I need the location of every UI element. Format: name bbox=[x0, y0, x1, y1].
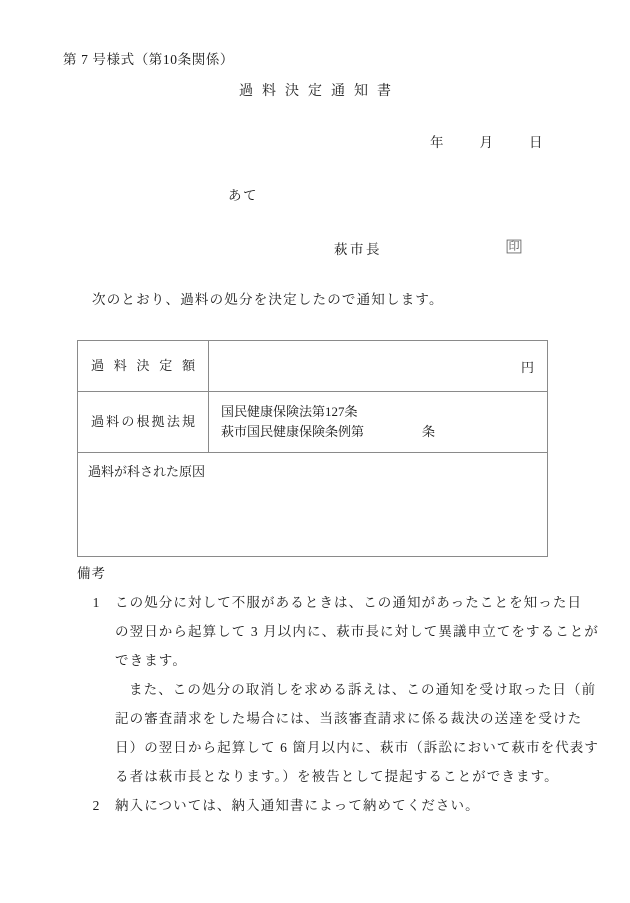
table-row-amount bbox=[78, 341, 548, 392]
legal-basis-label-cell bbox=[78, 392, 209, 453]
lead-sentence: 次のとおり、過料の処分を決定したので通知します。 bbox=[92, 292, 444, 307]
notes-section bbox=[77, 562, 599, 820]
amount-label-cell bbox=[78, 341, 209, 392]
note-item bbox=[77, 588, 599, 791]
legal-basis-line-1: 国民健康保険法第127条 bbox=[221, 403, 358, 419]
notes-heading: 備考 bbox=[77, 566, 106, 581]
note-number: 2 bbox=[92, 798, 100, 813]
table-row-reason bbox=[78, 453, 548, 557]
note-line: の翌日から起算して 3 月以内に、萩市長に対して異議申立てをすることが bbox=[115, 624, 599, 639]
note-body bbox=[115, 791, 577, 820]
day-label: 日 bbox=[529, 135, 543, 150]
amount-value-cell[interactable] bbox=[209, 341, 548, 392]
note-line: 納入については、納入通知書によって納めてください。 bbox=[115, 798, 480, 813]
note-body bbox=[115, 588, 599, 791]
note-line: この処分に対して不服があるときは、この通知があったことを知った日 bbox=[115, 595, 583, 610]
ordinance-prefix: 萩市国民健康保険条例第 bbox=[221, 424, 365, 439]
legal-basis-value-cell bbox=[209, 392, 548, 453]
note-line: る者は萩市長となります。）を被告として提起することができます。 bbox=[115, 769, 559, 784]
year-label: 年 bbox=[430, 135, 444, 150]
month-label: 月 bbox=[479, 135, 493, 150]
decision-table bbox=[77, 340, 548, 557]
note-line: できます。 bbox=[115, 653, 187, 668]
legal-basis-line-2 bbox=[221, 422, 547, 442]
note-item bbox=[77, 791, 577, 820]
note-line: 記の審査請求をした場合には、当該審査請求に係る裁決の送達を受けた bbox=[115, 711, 583, 726]
table-row-legal-basis bbox=[78, 392, 548, 453]
amount-unit: 円 bbox=[520, 359, 534, 375]
ordinance-suffix: 条 bbox=[422, 424, 436, 439]
addressee-label: あて bbox=[228, 188, 258, 203]
note-number: 1 bbox=[92, 595, 100, 610]
note-line: 日）の翌日から起算して 6 箇月以内に、萩市（訴訟において萩市を代表す bbox=[115, 740, 599, 755]
reason-label: 過料が科された原因 bbox=[88, 464, 206, 479]
document-title: 過料決定通知書 bbox=[239, 84, 400, 99]
form-number: 第 7 号様式（第10条関係） bbox=[63, 52, 234, 67]
legal-basis-label: 過料の根拠法規 bbox=[91, 413, 195, 429]
reason-cell[interactable] bbox=[78, 453, 548, 557]
amount-label: 過料決定額 bbox=[91, 357, 195, 373]
date-line bbox=[430, 131, 543, 151]
issuer-row bbox=[334, 238, 534, 258]
note-line: また、この処分の取消しを求める訴えは、この通知を受け取った日（前 bbox=[129, 682, 597, 697]
seal-icon: 印 bbox=[508, 239, 520, 253]
issuer-name: 萩市長 bbox=[334, 242, 382, 257]
